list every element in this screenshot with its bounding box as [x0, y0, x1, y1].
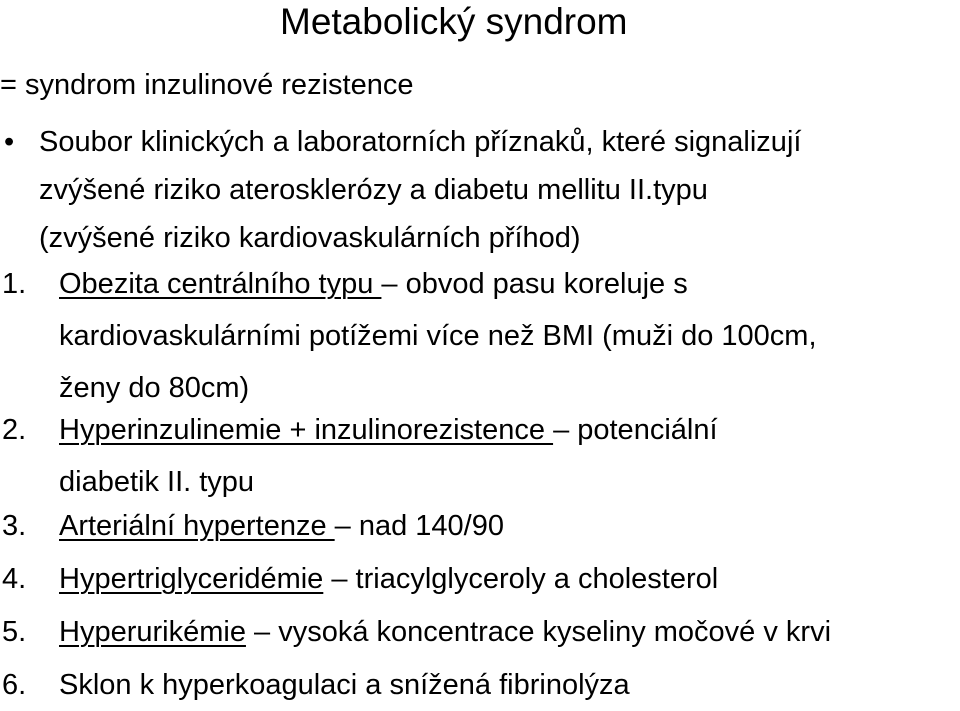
bullet-marker: •: [4, 126, 15, 158]
list-item-text: [59, 258, 960, 414]
list-item-text: [59, 659, 960, 711]
list-line: kardiovaskulárními potížemi více než BMI (muži do 100cm,: [59, 320, 817, 352]
list-item-text: [59, 500, 960, 552]
bullet-line: (zvýšené riziko kardiovaskulárních příhod): [39, 222, 581, 254]
list-term: Hyperinzulinemie + inzulinorezistence: [59, 414, 554, 446]
list-number: 5.: [2, 616, 27, 648]
list-line: [59, 404, 960, 456]
bullet-text: [39, 118, 954, 262]
list-number: 4.: [2, 563, 27, 595]
list-description: Sklon k hyperkoagulaci a snížená fibrinolýza: [59, 669, 630, 701]
list-line: ženy do 80cm): [59, 372, 250, 404]
list-description: – nad 140/90: [334, 510, 504, 542]
list-line: [59, 553, 960, 605]
list-line: [59, 500, 960, 552]
list-description: – vysoká koncentrace kyseliny močové v krvi: [245, 616, 832, 648]
list-description: – obvod pasu koreluje s: [381, 268, 688, 300]
bullet-line: zvýšené riziko aterosklerózy a diabetu mellitu II.typu: [39, 174, 708, 206]
slide-subtitle: = syndrom inzulinové rezistence: [0, 69, 414, 101]
bullet-line: Soubor klinických a laboratorních příznaků, které signalizují: [39, 126, 802, 158]
list-term: Arteriální hypertenze: [59, 510, 335, 542]
list-number: 2.: [2, 414, 27, 446]
list-number: 1.: [2, 268, 27, 300]
slide-title: Metabolický syndrom: [280, 1, 628, 42]
list-term: Hyperurikémie: [59, 616, 246, 648]
list-description: – potenciální: [553, 414, 718, 446]
list-number: 3.: [2, 510, 27, 542]
list-line: [59, 606, 960, 658]
list-term: Obezita centrálního typu: [59, 268, 382, 300]
list-item-text: [59, 606, 960, 658]
list-line: [59, 258, 960, 310]
list-description: – triacylglyceroly a cholesterol: [323, 563, 719, 595]
list-item-text: [59, 553, 960, 605]
list-item-text: [59, 404, 960, 508]
list-number: 6.: [2, 669, 27, 701]
list-term: Hypertriglyceridémie: [59, 563, 324, 595]
list-line: diabetik II. typu: [59, 466, 255, 498]
list-line: [59, 659, 960, 711]
